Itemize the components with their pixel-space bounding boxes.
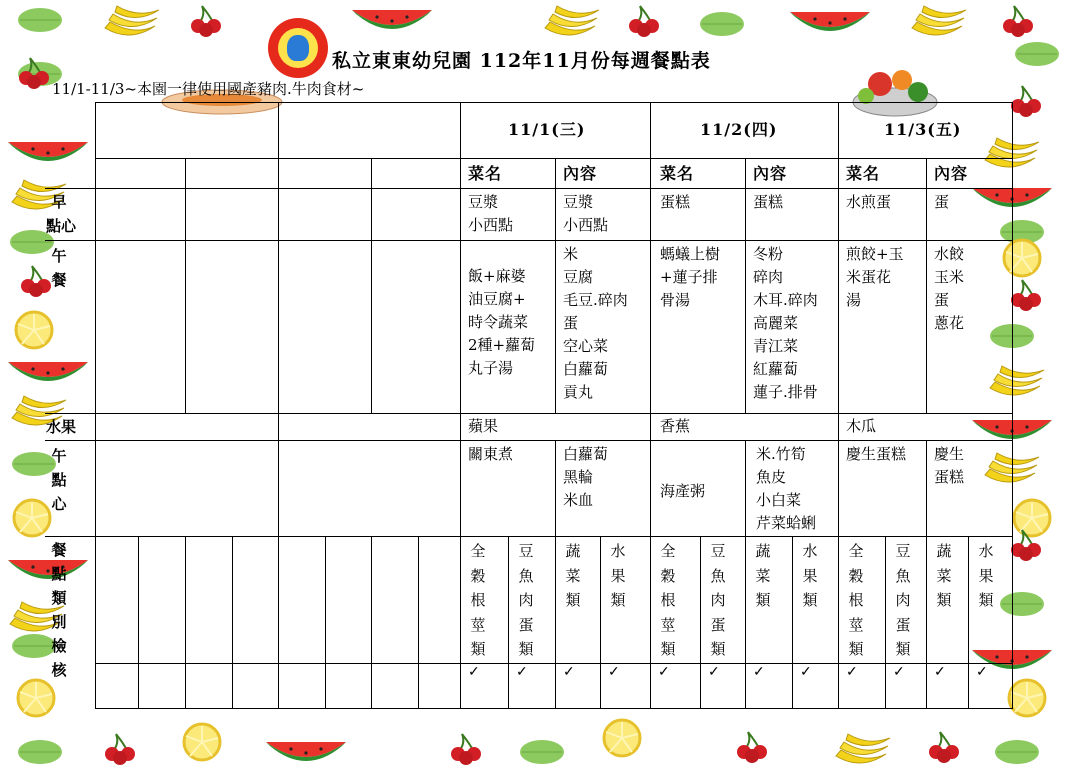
category-label-day2-3: 蔬 菜 類	[755, 542, 771, 609]
checkmark-day3-4: ✓	[976, 664, 988, 680]
checkmark-day1-1: ✓	[468, 664, 480, 680]
breakfast-content-1: 豆漿 小西點	[563, 193, 609, 234]
checkmark-day2-1: ✓	[658, 664, 670, 680]
row-label-lunch: 午 餐	[51, 247, 67, 289]
breakfast-name-2: 蛋糕	[660, 193, 691, 211]
category-label-day3-4: 水 果 類	[978, 542, 994, 609]
snack-content-1: 白蘿蔔 黑輪 米血	[563, 445, 609, 509]
day-header-1: 11/1(三)	[508, 120, 586, 139]
day-header-3: 11/3(五)	[884, 120, 962, 139]
fruit-3: 木瓜	[846, 417, 877, 435]
lunch-name-2: 螞蟻上樹 +蓮子排 骨湯	[660, 245, 721, 309]
breakfast-content-3: 蛋	[934, 193, 950, 211]
col-name-header-2: 菜名	[660, 164, 695, 183]
category-label-day1-3: 蔬 菜 類	[565, 542, 581, 609]
row-label-breakfast: 早 點心	[46, 193, 77, 235]
row-label-fruit: 水果	[46, 418, 77, 436]
checkmark-day2-4: ✓	[800, 664, 812, 680]
page-title: 私立東東幼兒園 112年11月份每週餐點表	[332, 50, 711, 72]
category-label-day3-1: 全 穀 根 莖 類	[848, 542, 864, 658]
category-label-day1-2: 豆 魚 肉 蛋 類	[518, 542, 534, 658]
snack-name-2: 海產粥	[660, 482, 706, 500]
checkmark-day2-3: ✓	[753, 664, 765, 680]
notice-subtitle: 11/1-11/3~本園一律使用國產豬肉.牛肉食材~	[52, 80, 365, 98]
category-label-day2-1: 全 穀 根 莖 類	[660, 542, 676, 658]
category-label-day1-1: 全 穀 根 莖 類	[470, 542, 486, 658]
checkmark-day1-2: ✓	[516, 664, 528, 680]
checkmark-day2-2: ✓	[708, 664, 720, 680]
category-label-day3-2: 豆 魚 肉 蛋 類	[895, 542, 911, 658]
checkmark-day1-4: ✓	[608, 664, 620, 680]
category-label-day3-3: 蔬 菜 類	[936, 542, 952, 609]
snack-name-3: 慶生蛋糕	[846, 445, 907, 463]
lunch-name-3: 煎餃+玉 米蛋花 湯	[846, 245, 904, 309]
fruit-2: 香蕉	[660, 417, 691, 435]
day-header-2: 11/2(四)	[700, 120, 778, 139]
col-content-header-3: 內容	[934, 164, 969, 183]
category-label-day1-4: 水 果 類	[610, 542, 626, 609]
snack-content-2: 米.竹筍 魚皮 小白菜 芹菜蛤蜊	[756, 445, 817, 532]
category-label-day2-4: 水 果 類	[802, 542, 818, 609]
checkmark-day3-1: ✓	[846, 664, 858, 680]
col-content-header-2: 內容	[753, 164, 788, 183]
checkmark-day3-2: ✓	[893, 664, 905, 680]
lunch-content-2: 冬粉 碎肉 木耳.碎肉 高麗菜 青江菜 紅蘿蔔 蓮子.排骨	[753, 245, 818, 401]
row-label-snack: 午 點 心	[51, 447, 67, 513]
col-name-header-3: 菜名	[846, 164, 881, 183]
lunch-name-1: 飯+麻婆 油豆腐+ 時令蔬菜 2種+蘿蔔 丸子湯	[468, 267, 536, 377]
category-label-day2-2: 豆 魚 肉 蛋 類	[710, 542, 726, 658]
checkmark-day3-3: ✓	[934, 664, 946, 680]
snack-content-3: 慶生 蛋糕	[934, 445, 965, 486]
snack-name-1: 關東煮	[468, 445, 514, 463]
lunch-content-1: 米 豆腐 毛豆.碎肉 蛋 空心菜 白蘿蔔 貢丸	[563, 245, 628, 401]
row-label-check: 餐 點 類 別 檢 核	[51, 541, 67, 679]
fruit-1: 蘋果	[468, 417, 499, 435]
breakfast-content-2: 蛋糕	[753, 193, 784, 211]
checkmark-day1-3: ✓	[563, 664, 575, 680]
breakfast-name-3: 水煎蛋	[846, 193, 892, 211]
lunch-content-3: 水餃 玉米 蛋 蔥花	[934, 245, 965, 332]
col-content-header-1: 內容	[563, 164, 598, 183]
school-logo	[268, 18, 328, 78]
breakfast-name-1: 豆漿 小西點	[468, 193, 514, 234]
col-name-header-1: 菜名	[468, 164, 503, 183]
